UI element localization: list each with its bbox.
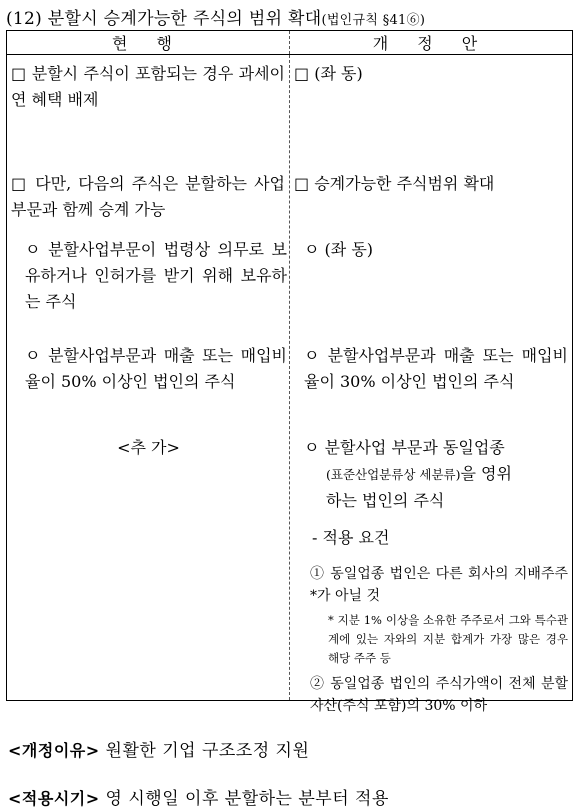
column-header-current: 현 행 <box>7 31 290 55</box>
current-subitem-1: ㅇ 분할사업부문이 법령상 의무로 보유하거나 인허가를 받기 위해 보유하는 주식 <box>25 240 287 311</box>
revision-reason-text: 원활한 기업 구조조정 지원 <box>105 741 310 761</box>
industry-classification-note: (표준산업분류상 세분류) <box>326 467 461 482</box>
comparison-table <box>6 30 573 714</box>
revised-subitem-3-line2-rest: 을 영위 <box>460 464 512 483</box>
effective-date-text: 영 시행일 이후 분할하는 분부터 적용 <box>105 789 389 809</box>
requirement-2: ② 동일업종 법인의 주식가액이 전체 분할자산(주식 포함)의 30% 이하 <box>310 676 568 714</box>
revised-item-1: □ (좌 동) <box>294 64 363 83</box>
revised-subitem-3-line1: ㅇ 분할사업 부문과 동일업종 <box>304 438 505 457</box>
requirements-title: - 적용 요건 <box>312 528 390 547</box>
current-subitem-2: ㅇ 분할사업부문과 매출 또는 매입비율이 50% 이상인 법인의 주식 <box>25 346 287 391</box>
effective-date <box>8 784 389 809</box>
revised-subitem-2: ㅇ 분할사업부문과 매출 또는 매입비율이 30% 이상인 법인의 주식 <box>304 346 568 391</box>
requirement-1: ① 동일업종 법인은 다른 회사의 지배주주*가 아닐 것 <box>310 566 568 604</box>
section-title-text: (12) 분할시 승계가능한 주식의 범위 확대 <box>6 9 322 29</box>
revised-subitem-1: ㅇ (좌 동) <box>304 240 374 259</box>
effective-date-label: <적용시기> <box>8 789 100 808</box>
revision-reason <box>8 736 309 761</box>
column-header-revised: 개 정 안 <box>290 31 573 55</box>
current-column <box>7 55 290 701</box>
revised-column <box>290 55 573 714</box>
revised-subitem-3 <box>304 435 572 514</box>
revised-subitem-3-line2 <box>304 461 572 488</box>
requirement-1-footnote: * 지분 1% 이상을 소유한 주주로서 그와 특수관계에 있는 자와의 지분 합계가 가장 많은 경우 해당 주주 등 <box>328 613 568 665</box>
current-added-placeholder: <추 가> <box>117 438 180 457</box>
section-title <box>6 4 576 29</box>
section-title-ref: (법인규칙 §41⑥) <box>321 13 426 28</box>
revised-subitem-3-line3: 하는 법인의 주식 <box>326 491 445 510</box>
revised-item-2: □ 승계가능한 주식범위 확대 <box>294 174 495 193</box>
current-item-2: □ 다만, 다음의 주식은 분할하는 사업부문과 함께 승계 가능 <box>11 174 285 219</box>
revision-reason-label: <개정이유> <box>8 741 100 760</box>
current-item-1: □ 분할시 주식이 포함되는 경우 과세이연 혜택 배제 <box>11 64 285 109</box>
